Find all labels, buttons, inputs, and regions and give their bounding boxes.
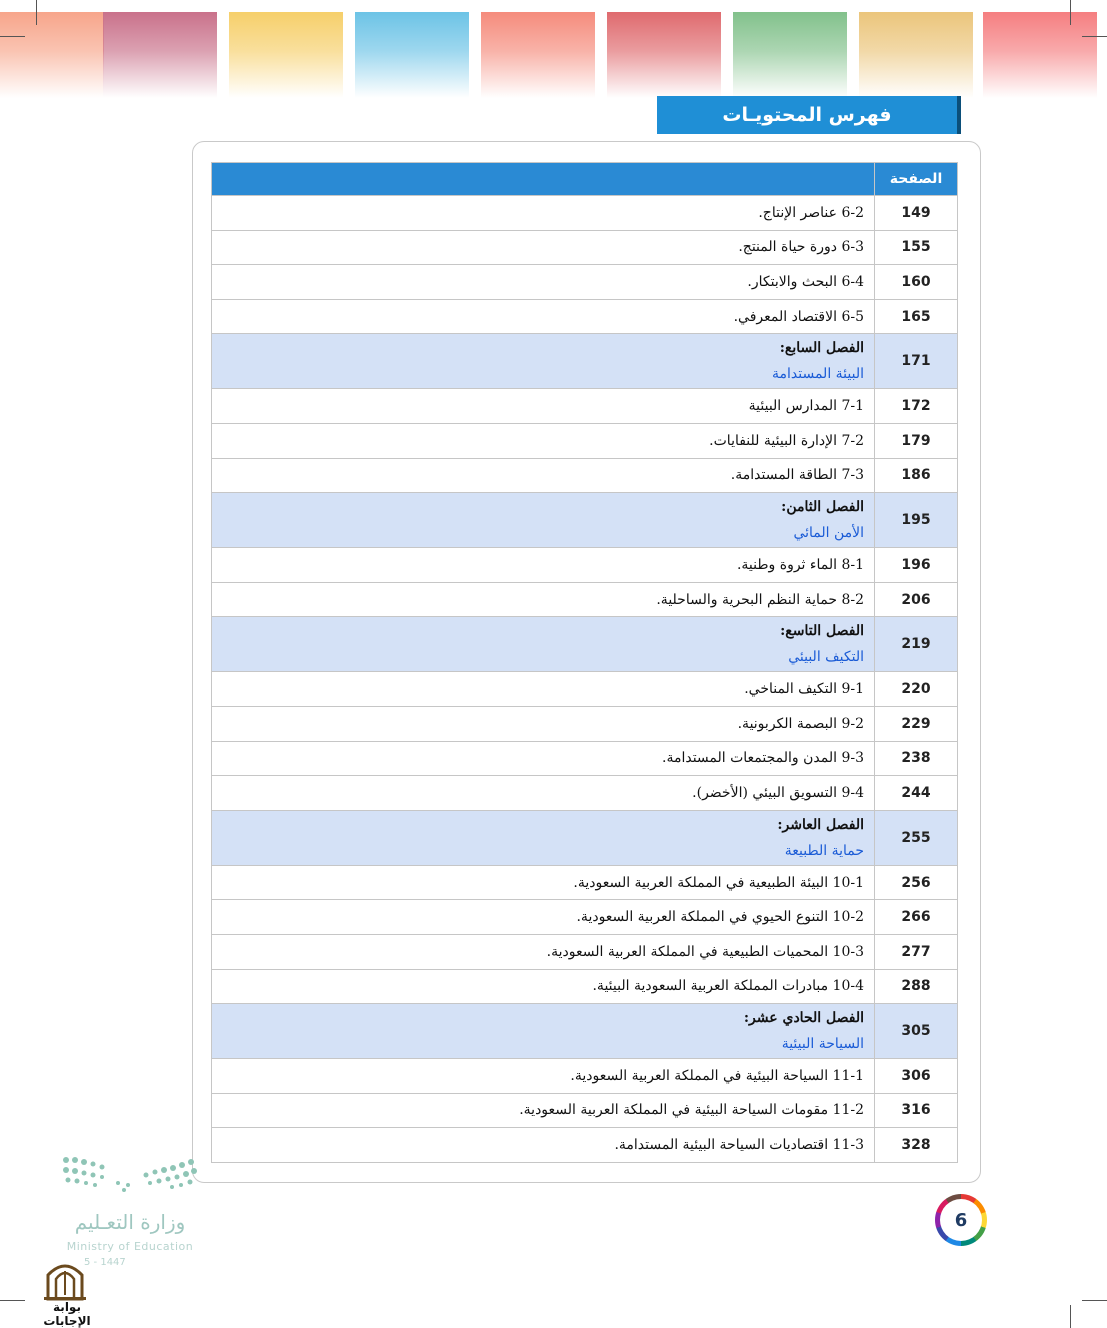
- toc-page-number: 195: [875, 493, 958, 548]
- chapter-subtitle: التكيف البيئي: [788, 649, 864, 666]
- toc-page-number: 305: [875, 1004, 958, 1059]
- toc-page-number: 179: [875, 423, 958, 458]
- toc-item-row: [212, 458, 958, 493]
- toc-item-row: [212, 706, 958, 741]
- toc-entry-title: 7-3 الطاقة المستدامة.: [730, 467, 864, 484]
- toc-header-title: [212, 163, 875, 196]
- top-color-tab: [481, 12, 595, 98]
- toc-chapter-row: [212, 617, 958, 672]
- toc-entry-cell: [212, 265, 875, 300]
- toc-page-number: 165: [875, 299, 958, 334]
- toc-chapter-row: [212, 493, 958, 548]
- chapter-title: الفصل الحادي عشر:: [743, 1010, 864, 1027]
- toc-entry-cell: [212, 334, 875, 389]
- contents-heading-text: فهرس المحتويـات: [722, 104, 892, 126]
- crop-mark: [1082, 1300, 1107, 1301]
- crop-mark: [1070, 0, 1071, 25]
- toc-entry-cell: [212, 776, 875, 811]
- toc-entry-title: 11-2 مقومات السياحة البيئية في المملكة العربية السعودية.: [519, 1102, 864, 1119]
- toc-entry-title: 6-2 عناصر الإنتاج.: [758, 204, 864, 221]
- toc-page-number: 219: [875, 617, 958, 672]
- toc-item-row: [212, 672, 958, 707]
- toc-entry-title: 6-3 دورة حياة المنتج.: [738, 239, 864, 256]
- toc-entry-cell: [212, 617, 875, 672]
- chapter-title: الفصل السابع:: [779, 340, 864, 357]
- crop-mark: [0, 1300, 25, 1301]
- top-color-tab: [103, 12, 217, 98]
- toc-entry-title: 10-2 التنوع الحيوي في المملكة العربية السعودية.: [576, 909, 864, 926]
- toc-entry-cell: [212, 299, 875, 334]
- toc-item-row: [212, 548, 958, 583]
- crop-mark: [36, 0, 37, 25]
- top-color-tab: [733, 12, 847, 98]
- toc-page-number: 186: [875, 458, 958, 493]
- page-number: 6: [940, 1199, 982, 1241]
- top-color-tab: [859, 12, 973, 98]
- toc-entry-cell: [212, 493, 875, 548]
- toc-entry-cell: [212, 1059, 875, 1094]
- toc-entry-cell: [212, 810, 875, 865]
- toc-page-number: 171: [875, 334, 958, 389]
- toc-page-number: 196: [875, 548, 958, 583]
- toc-header-page: الصفحة: [875, 163, 958, 196]
- page-number-badge: [935, 1194, 987, 1246]
- toc-entry-cell: [212, 934, 875, 969]
- toc-entry-cell: [212, 230, 875, 265]
- toc-table: [211, 162, 958, 1163]
- toc-entry-title: 6-4 البحث والابتكار.: [747, 273, 864, 290]
- toc-page-number: 277: [875, 934, 958, 969]
- toc-item-row: [212, 389, 958, 424]
- toc-item-row: [212, 865, 958, 900]
- toc-item-row: [212, 741, 958, 776]
- top-color-tab: [607, 12, 721, 98]
- ministry-name-en: Ministry of Education: [66, 1240, 194, 1253]
- toc-entry-cell: [212, 1128, 875, 1163]
- toc-page-number: 160: [875, 265, 958, 300]
- toc-entry-cell: [212, 582, 875, 617]
- toc-entry-title: 10-3 المحميات الطبيعية في المملكة العربية السعودية.: [546, 943, 864, 960]
- chapter-subtitle: السياحة البيئية: [781, 1036, 864, 1053]
- ministry-name-ar: وزارة التعـليم: [74, 1210, 186, 1234]
- toc-entry-cell: [212, 865, 875, 900]
- toc-item-row: [212, 423, 958, 458]
- toc-page-number: 229: [875, 706, 958, 741]
- toc-page-number: 256: [875, 865, 958, 900]
- toc-page-number: 220: [875, 672, 958, 707]
- toc-item-row: [212, 1093, 958, 1128]
- toc-item-row: [212, 776, 958, 811]
- toc-item-row: [212, 196, 958, 231]
- toc-item-row: [212, 265, 958, 300]
- chapter-title: الفصل الثامن:: [781, 499, 864, 516]
- toc-body: [212, 196, 958, 1163]
- chapter-subtitle: الأمن المائي: [793, 525, 864, 542]
- toc-entry-title: 6-5 الاقتصاد المعرفي.: [733, 308, 864, 325]
- toc-item-row: [212, 969, 958, 1004]
- toc-page-number: 238: [875, 741, 958, 776]
- site-name: بوابة الإجابات: [43, 1300, 91, 1328]
- toc-entry-cell: [212, 900, 875, 935]
- toc-entry-cell: [212, 389, 875, 424]
- toc-entry-cell: [212, 741, 875, 776]
- toc-entry-cell: [212, 1093, 875, 1128]
- toc-chapter-row: [212, 1004, 958, 1059]
- chapter-title: الفصل العاشر:: [777, 816, 864, 833]
- contents-heading: [657, 96, 961, 134]
- toc-entry-cell: [212, 672, 875, 707]
- toc-page-number: 306: [875, 1059, 958, 1094]
- chapter-subtitle: البيئة المستدامة: [772, 366, 864, 383]
- toc-entry-cell: [212, 706, 875, 741]
- toc-entry-cell: [212, 423, 875, 458]
- crop-mark: [1082, 36, 1107, 37]
- toc-item-row: [212, 900, 958, 935]
- top-color-tab: [0, 12, 104, 98]
- toc-entry-title: 9-2 البصمة الكربونية.: [737, 715, 864, 732]
- toc-entry-title: 9-4 التسويق البيئي (الأخضر).: [692, 784, 864, 801]
- toc-page-number: 288: [875, 969, 958, 1004]
- toc-page-number: 255: [875, 810, 958, 865]
- toc-page-number: 316: [875, 1093, 958, 1128]
- toc-entry-title: 7-1 المدارس البيئية: [748, 398, 864, 415]
- toc-page-number: 149: [875, 196, 958, 231]
- site-logo-icon: [42, 1255, 88, 1301]
- toc-entry-title: 10-1 البيئة الطبيعية في المملكة العربية السعودية.: [573, 874, 864, 891]
- toc-page-number: 328: [875, 1128, 958, 1163]
- ministry-dots-icon: [58, 1150, 203, 1210]
- toc-item-row: [212, 582, 958, 617]
- toc-entry-title: 8-1 الماء ثروة وطنية.: [736, 556, 864, 573]
- toc-item-row: [212, 299, 958, 334]
- toc-item-row: [212, 1059, 958, 1094]
- toc-page-number: 266: [875, 900, 958, 935]
- toc-entry-title: 11-1 السياحة البيئية في المملكة العربية السعودية.: [570, 1067, 864, 1084]
- toc-item-row: [212, 230, 958, 265]
- toc-entry-title: 9-3 المدن والمجتمعات المستدامة.: [662, 750, 864, 767]
- crop-mark: [0, 36, 25, 37]
- toc-entry-cell: [212, 969, 875, 1004]
- toc-header-row: [212, 163, 958, 196]
- toc-entry-cell: [212, 1004, 875, 1059]
- toc-entry-cell: [212, 548, 875, 583]
- toc-entry-cell: [212, 196, 875, 231]
- top-color-tab: [229, 12, 343, 98]
- toc-page-number: 244: [875, 776, 958, 811]
- toc-chapter-row: [212, 334, 958, 389]
- top-color-tab: [355, 12, 469, 98]
- toc-entry-title: 8-2 حماية النظم البحرية والساحلية.: [656, 591, 864, 608]
- toc-item-row: [212, 1128, 958, 1163]
- crop-mark: [1070, 1305, 1071, 1328]
- toc-item-row: [212, 934, 958, 969]
- toc-page-number: 155: [875, 230, 958, 265]
- toc-entry-title: 9-1 التكيف المناخي.: [744, 681, 864, 698]
- toc-page-number: 206: [875, 582, 958, 617]
- chapter-title: الفصل التاسع:: [780, 623, 864, 640]
- toc-chapter-row: [212, 810, 958, 865]
- toc-entry-cell: [212, 458, 875, 493]
- toc-entry-title: 7-2 الإدارة البيئية للنفايات.: [709, 432, 864, 449]
- chapter-subtitle: حماية الطبيعة: [784, 842, 864, 859]
- top-color-tab: [983, 12, 1097, 98]
- toc-page-number: 172: [875, 389, 958, 424]
- ministry-year: 5 - 1447: [84, 1257, 126, 1268]
- toc-entry-title: 11-3 اقتصاديات السياحة البيئية المستدامة.: [614, 1137, 864, 1154]
- toc-entry-title: 10-4 مبادرات المملكة العربية السعودية البيئية.: [592, 978, 864, 995]
